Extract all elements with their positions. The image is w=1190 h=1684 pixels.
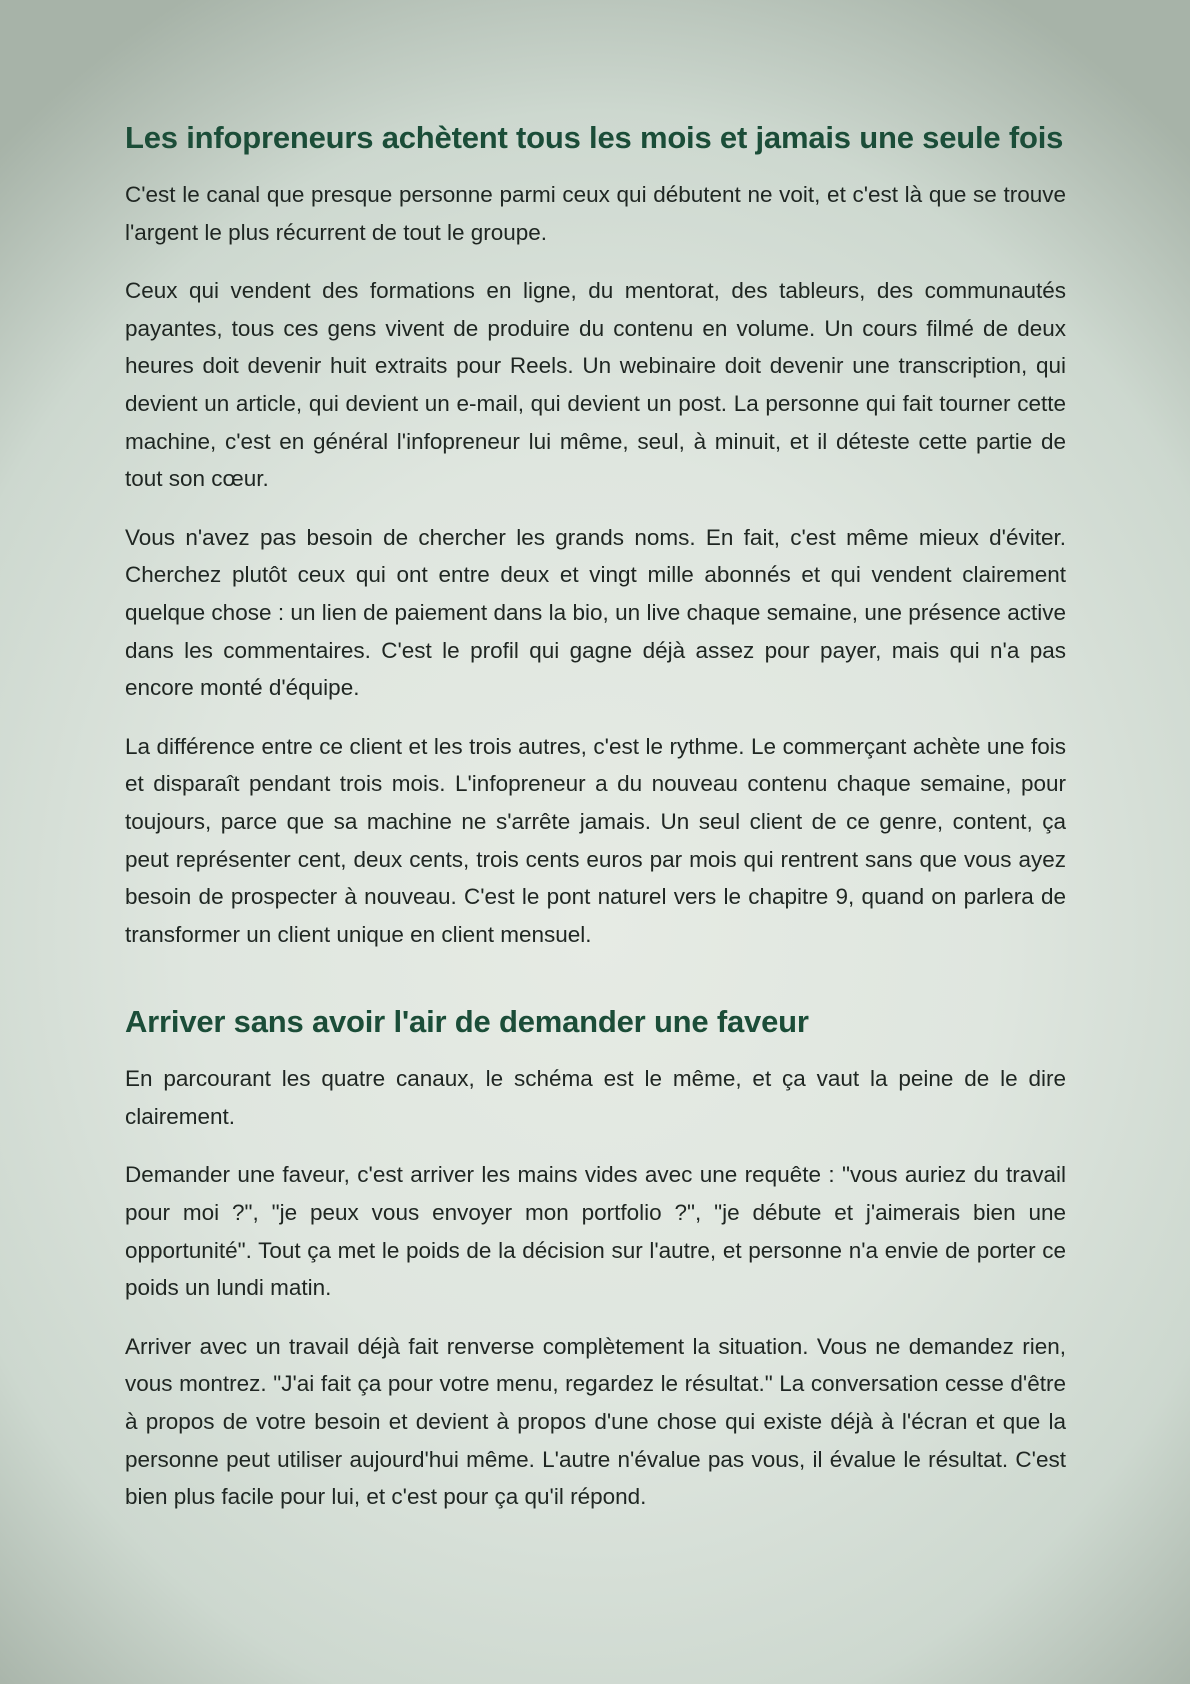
paragraph: Ceux qui vendent des formations en ligne, du mentorat, des tableurs, des communautés payantes, tous ces gens vivent de produire du contenu en volume. Un cours filmé de deux heures doit devenir huit extraits pour Reels. Un webinaire doit devenir une transcription, qui devient un article, qui devient un e-mail, qui devient un post. La personne qui fait tourner cette machine, c'est en général l'infopreneur lui même, seul, à minuit, et il déteste cette partie de tout son cœur.: [125, 278, 1066, 492]
paragraph: Arriver avec un travail déjà fait renverse complètement la situation. Vous ne demandez rien, vous montrez. "J'ai fait ça pour votre menu, regardez le résultat." La conversation cesse d'être à propos de votre besoin et devient à propos d'une chose qui existe déjà à l'écran et que la personne peut utiliser aujourd'hui même. L'autre n'évalue pas vous, il évalue le résultat. C'est bien plus facile pour lui, et c'est pour ça qu'il répond.: [125, 1333, 1066, 1510]
document-page: [125, 110, 1066, 1537]
paragraph: Demander une faveur, c'est arriver les mains vides avec une requête : "vous auriez du travail pour moi ?", "je peux vous envoyer mon portfolio ?", "je débute et j'aimerais bien une opportunité". Tout ça met le poids de la décision sur l'autre, et personne n'a envie de porter ce poids un lundi matin.: [125, 1162, 1066, 1301]
paragraph: Vous n'avez pas besoin de chercher les grands noms. En fait, c'est même mieux d'éviter. Cherchez plutôt ceux qui ont entre deux et vingt mille abonnés et qui vendent clairement quelque chose : un lien de paiement dans la bio, un live chaque semaine, une présence active dans les commentaires. C'est le profil qui gagne déjà assez pour payer, mais qui n'a pas encore monté d'équipe.: [125, 524, 1066, 701]
section-heading: Arriver sans avoir l'air de demander une faveur: [125, 1004, 809, 1040]
paragraph: C'est le canal que presque personne parmi ceux qui débutent ne voit, et c'est là que se trouve l'argent le plus récurrent de tout le groupe.: [125, 182, 1066, 245]
section-heading: Les infopreneurs achètent tous les mois et jamais une seule fois: [125, 120, 1064, 155]
paragraph: En parcourant les quatre canaux, le schéma est le même, et ça vaut la peine de le dire clairement.: [125, 1066, 1066, 1129]
paragraph: La différence entre ce client et les trois autres, c'est le rythme. Le commerçant achète une fois et disparaît pendant trois mois. L'infopreneur a du nouveau contenu chaque semaine, pour toujours, parce que sa machine ne s'arrête jamais. Un seul client de ce genre, content, ça peut représenter cent, deux cents, trois cents euros par mois qui rentrent sans que vous ayez besoin de prospecter à nouveau. C'est le pont naturel vers le chapitre 9, quand on parlera de transformer un client unique en client mensuel.: [125, 733, 1066, 947]
